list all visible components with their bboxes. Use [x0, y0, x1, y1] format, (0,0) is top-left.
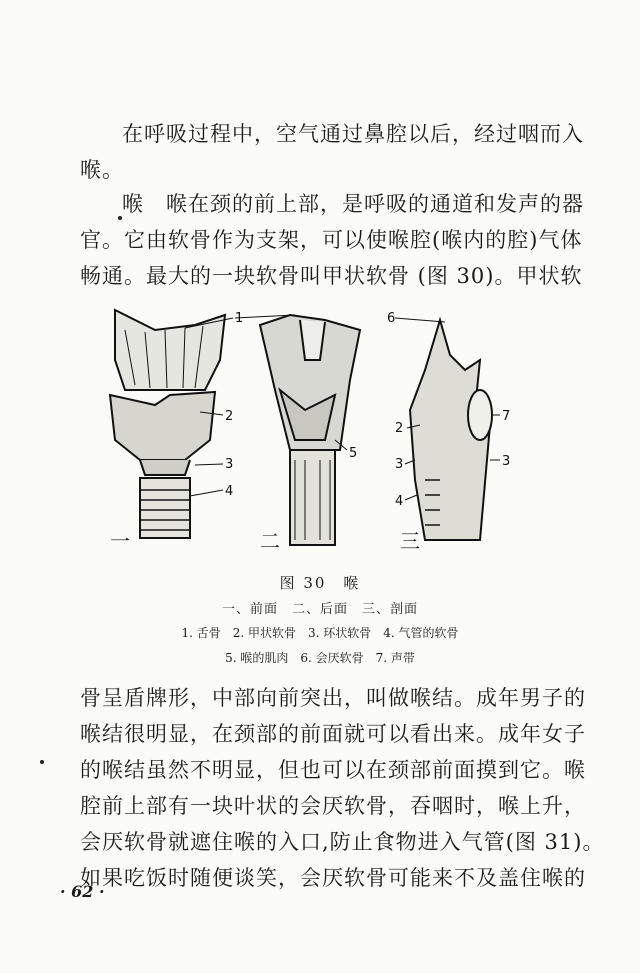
text-line: 腔前上部有一块叶状的会厌软骨，吞咽时，喉上升，	[80, 794, 586, 818]
callout-2: 2	[225, 409, 234, 424]
callout-7: 7	[502, 409, 511, 424]
view-mark-1: 一	[110, 529, 130, 553]
text-line: 骨呈盾牌形，中部向前突出，叫做喉结。成年男子的	[80, 686, 586, 710]
figure-caption-labels-1: 1. 舌骨 2. 甲状软骨 3. 环状软骨 4. 气管的软骨	[181, 626, 459, 640]
callout-3-section: 3	[395, 457, 404, 472]
text-line: 如果吃饭时随便谈笑，会厌软骨可能来不及盖住喉的	[80, 866, 586, 890]
callout-3: 3	[225, 457, 234, 472]
callout-4: 4	[225, 484, 234, 499]
text-line: 畅通。最大的一块软骨叫甲状软骨 (图 30)。甲状软	[80, 264, 583, 288]
figure-caption-labels-2: 5. 喉的肌肉 6. 会厌软骨 7. 声带	[225, 651, 415, 665]
paragraph-thyroid	[80, 680, 605, 896]
larynx-front-view	[110, 310, 225, 538]
text-line: 在呼吸过程中，空气通过鼻腔以后，经过咽而入	[122, 122, 584, 146]
text-line: 喉。	[80, 158, 124, 182]
larynx-illustration	[95, 300, 545, 560]
callout-5: 5	[349, 446, 358, 461]
text-line: 官。它由软骨作为支架，可以使喉腔(喉内的腔)气体	[80, 228, 583, 252]
text-line: 的喉结虽然不明显，但也可以在颈部前面摸到它。喉	[80, 758, 586, 782]
callout-3-right: 3	[502, 454, 511, 469]
paragraph-breathing	[80, 116, 584, 188]
text-line: 会厌软骨就遮住喉的入口,防止食物进入气管(图 31)。	[80, 830, 605, 854]
page-number: · 62 ·	[60, 882, 105, 901]
view-mark-3: 三	[400, 529, 420, 553]
paragraph-larynx	[80, 186, 584, 294]
larynx-section-view	[410, 320, 492, 540]
figure-caption-title: 图 30 喉	[279, 574, 361, 592]
text-line: 喉 喉在颈的前上部，是呼吸的通道和发声的器	[122, 192, 584, 216]
view-mark-2: 二	[260, 529, 280, 553]
text-line: 喉结很明显，在颈部的前面就可以看出来。成年女子	[80, 722, 586, 746]
callout-4-section: 4	[395, 494, 404, 509]
larynx-back-view	[260, 315, 360, 545]
larynx-figure	[95, 300, 545, 560]
callout-1: 1	[235, 311, 244, 326]
callout-2-section: 2	[395, 421, 404, 436]
speck-mark	[40, 760, 44, 764]
callout-6: 6	[387, 311, 396, 326]
figure-caption-views: 一、前面 二、后面 三、剖面	[221, 602, 418, 617]
emphasis-dot	[118, 216, 122, 220]
